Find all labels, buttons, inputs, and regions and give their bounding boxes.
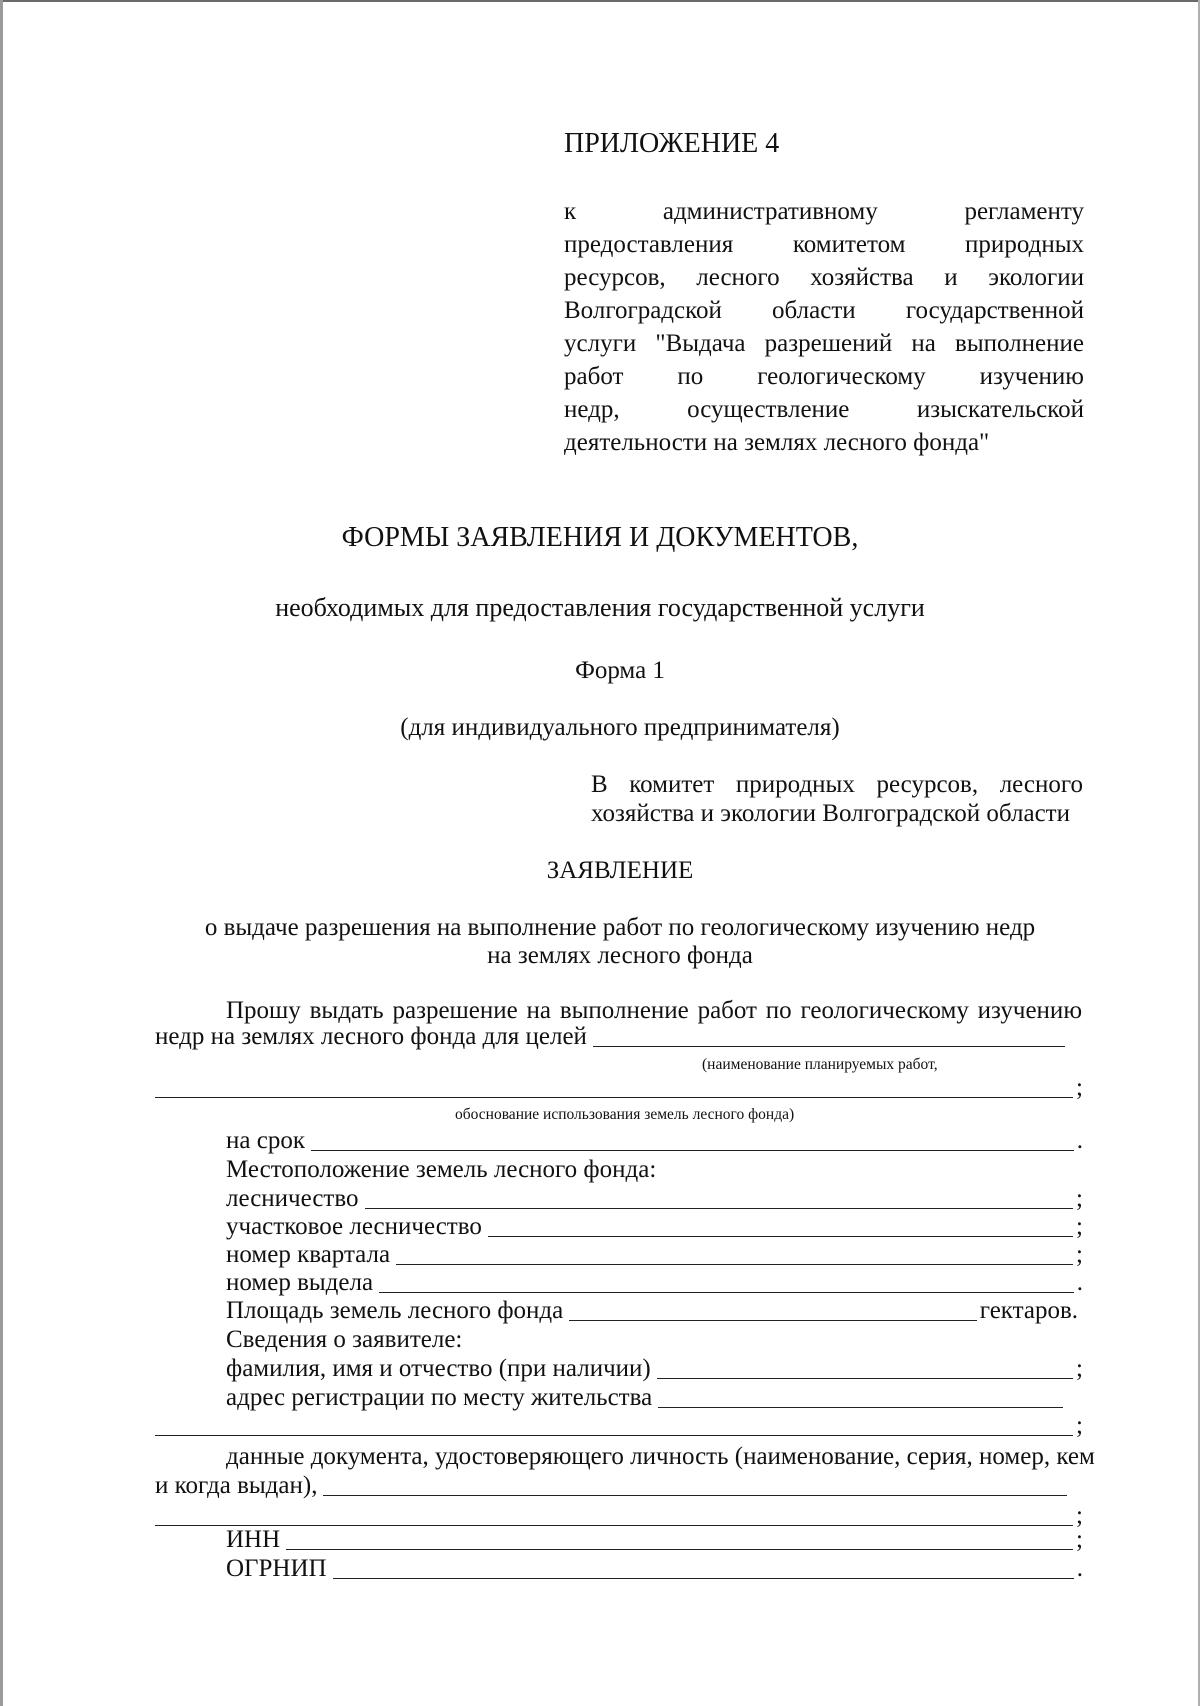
- application-title: ЗАЯВЛЕНИЕ: [546, 857, 694, 884]
- location-label: Местоположение земель лесного фонда:: [226, 1156, 657, 1183]
- row-terminator: ;: [1076, 1412, 1083, 1439]
- addressee-line: В комитет природных ресурсов, лесного: [591, 771, 1083, 798]
- application-subtitle: на землях лесного фонда: [487, 942, 753, 969]
- district-forestry-label: участковое лесничество: [226, 1213, 482, 1240]
- row-terminator: .: [1076, 1269, 1083, 1296]
- scan-edge-left: [0, 0, 3, 1706]
- applicant-label: Сведения о заявителе:: [226, 1326, 463, 1353]
- form-number: Форма 1: [575, 657, 665, 684]
- area-unit: гектаров.: [979, 1297, 1078, 1324]
- forestry-label: лесничество: [226, 1185, 359, 1212]
- inn-row: [226, 1524, 1083, 1556]
- quarter-field[interactable]: [396, 1264, 1073, 1265]
- address-label: адрес регистрации по месту жительства: [226, 1384, 653, 1411]
- row-terminator: ;: [1076, 1213, 1083, 1240]
- full-name-field[interactable]: [657, 1378, 1073, 1379]
- addressee-line: хозяйства и экологии Волгоградской области: [591, 800, 1070, 827]
- address-continuation-field[interactable]: [155, 1435, 1073, 1436]
- forestry-field[interactable]: [365, 1208, 1074, 1209]
- row-terminator: ;: [1076, 1074, 1083, 1101]
- appendix-line: Волгоградской области государственной: [564, 297, 1084, 324]
- appendix-line: работ по геологическому изучению: [564, 363, 1084, 390]
- id-document-text: данные документа, удостоверяющего личность (наименование, серия, номер, кем: [226, 1443, 1095, 1470]
- appendix-line: ресурсов, лесного хозяйства и экологии: [564, 264, 1084, 291]
- area-label: Площадь земель лесного фонда: [226, 1297, 564, 1324]
- quarter-label: номер квартала: [226, 1241, 391, 1268]
- scan-edge-top: [0, 0, 1200, 2]
- appendix-line: недр, осуществление изыскательской: [564, 396, 1084, 423]
- ogrnip-field[interactable]: [333, 1578, 1074, 1579]
- allotment-field[interactable]: [379, 1292, 1074, 1293]
- row-terminator: ;: [1076, 1355, 1083, 1382]
- row-terminator: ;: [1076, 1526, 1083, 1553]
- allotment-label: номер выдела: [226, 1269, 374, 1296]
- justification-caption: обоснование использования земель лесного фонда): [455, 1106, 795, 1123]
- full-name-row: [226, 1353, 1083, 1385]
- request-text: Прошу выдать разрешение на выполнение работ по геологическому изучению: [226, 997, 1082, 1024]
- inn-field[interactable]: [286, 1549, 1073, 1550]
- appendix-line: услуги "Выдача разрешений на выполнение: [564, 330, 1084, 357]
- ogrnip-row: [226, 1553, 1083, 1585]
- full-name-label: фамилия, имя и отчество (при наличии): [226, 1355, 651, 1382]
- district-forestry-field[interactable]: [488, 1236, 1073, 1237]
- address-field[interactable]: [658, 1407, 1063, 1408]
- row-terminator: ;: [1076, 1502, 1083, 1529]
- area-field[interactable]: [569, 1320, 977, 1321]
- term-row: [226, 1125, 1083, 1157]
- appendix-line: предоставления комитетом природных: [564, 231, 1084, 258]
- purpose-label: недр на землях лесного фонда для целей: [155, 1023, 587, 1050]
- forms-subtitle: необходимых для предоставления государственной услуги: [275, 593, 925, 622]
- form-note: (для индивидуального предпринимателя): [400, 714, 840, 741]
- purpose-field[interactable]: [593, 1046, 1065, 1047]
- appendix-line: деятельности на землях лесного фонда": [564, 429, 990, 456]
- purpose-caption: (наименование планируемых работ,: [702, 1056, 938, 1073]
- application-subtitle: о выдаче разрешения на выполнение работ по геологическому изучению недр: [204, 914, 1036, 941]
- area-row: [226, 1295, 1078, 1327]
- inn-label: ИНН: [226, 1526, 281, 1553]
- row-terminator: ;: [1076, 1185, 1083, 1212]
- appendix-title: ПРИЛОЖЕНИЕ 4: [564, 128, 780, 159]
- term-label: на срок: [226, 1127, 305, 1154]
- term-field[interactable]: [311, 1150, 1074, 1151]
- row-terminator: .: [1076, 1127, 1083, 1154]
- forms-title: ФОРМЫ ЗАЯВЛЕНИЯ И ДОКУМЕНТОВ,: [341, 522, 859, 553]
- row-terminator: .: [1076, 1555, 1083, 1582]
- row-terminator: ;: [1076, 1241, 1083, 1268]
- id-document-row: [155, 1470, 1070, 1502]
- justification-row: [155, 1072, 1083, 1104]
- purpose-row: [155, 1021, 1078, 1053]
- id-document-field[interactable]: [323, 1495, 1067, 1496]
- ogrnip-label: ОГРНИП: [226, 1555, 327, 1582]
- address-continuation-row: [155, 1410, 1083, 1442]
- id-document-label: и когда выдан),: [155, 1472, 318, 1499]
- justification-field[interactable]: [155, 1097, 1073, 1098]
- appendix-line: к административному регламенту: [564, 198, 1084, 225]
